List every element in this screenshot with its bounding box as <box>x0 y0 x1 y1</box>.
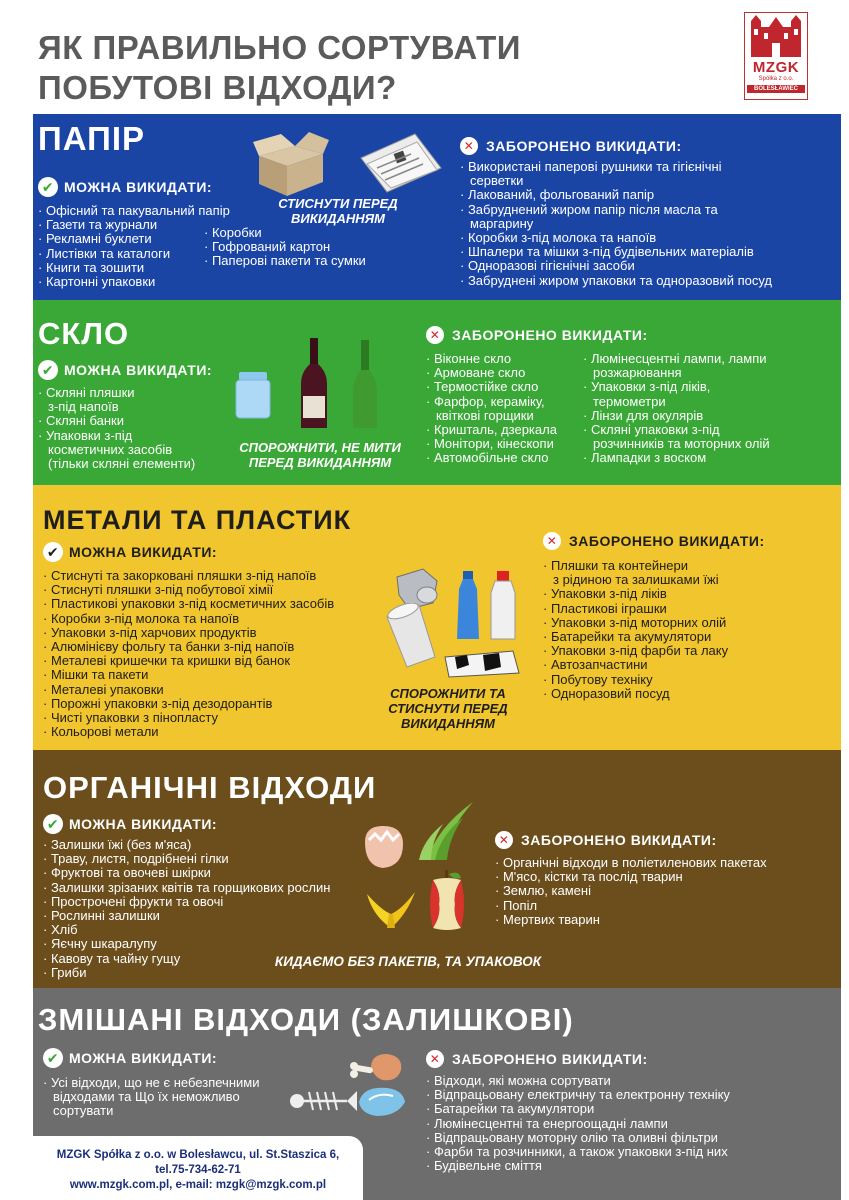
list-item-text: Люмінесцентні лампи, лампи <box>590 351 767 366</box>
eggshell-icon <box>359 822 409 872</box>
list-item-text: сортувати <box>53 1103 114 1119</box>
glass-jar-icon <box>233 370 273 420</box>
list-item-text: маргарину <box>470 215 534 231</box>
section-title-metal: МЕТАЛИ ТА ПЛАСТИК <box>43 505 352 535</box>
cardboard-box-icon <box>251 128 331 198</box>
glass-forbidden-list-2 <box>583 352 770 466</box>
section-title-glass: СКЛО <box>38 316 130 351</box>
list-item-text: з рідиною та залишками їжі <box>553 572 719 588</box>
list-item <box>38 247 230 261</box>
list-item-text: Лампадки з воском <box>590 450 707 466</box>
list-item-text: Батарейки та акумулятори <box>433 1101 595 1117</box>
metal-forbidden-heading: ✕ ЗАБОРОНЕНО ВИКИДАТИ: <box>543 532 765 550</box>
list-item <box>43 711 334 725</box>
cross-icon: ✕ <box>426 326 444 344</box>
mixed-forbidden-list <box>426 1074 730 1173</box>
list-item-text: Лакований, фольгований папір <box>467 187 655 203</box>
section-paper <box>33 114 841 300</box>
list-item <box>426 423 557 437</box>
list-item-text: Відходи, які можна сортувати <box>433 1073 611 1088</box>
page-header <box>0 0 849 114</box>
list-item <box>583 352 770 380</box>
list-item <box>43 654 334 668</box>
metal-forbidden-list <box>543 559 728 701</box>
glass-allowed-list <box>38 386 195 471</box>
list-item-text: Використані паперові рушники та гігієнічні <box>467 159 722 174</box>
list-item <box>543 602 728 616</box>
list-item-text: Термостійке скло <box>433 379 539 395</box>
list-item-text: Упаковки з-під ліків <box>550 586 667 602</box>
glass-note: СПОРОЖНИТИ, НЕ МИТИ ПЕРЕД ВИКИДАННЯМ <box>239 440 401 470</box>
list-item-text: Чисті упаковки з пінопласту <box>50 710 218 726</box>
list-item-text: Траву, листя, подрібнені гілки <box>50 851 229 867</box>
paper-note: СТИСНУТИ ПЕРЕД ВИКИДАННЯМ <box>278 196 398 226</box>
list-item <box>543 673 728 687</box>
plastic-bottle-icon <box>453 571 483 641</box>
paper-allowed-heading: ✔ МОЖНА ВИКИДАТИ: <box>38 177 212 197</box>
glass-forbidden-heading: ✕ ЗАБОРОНЕНО ВИКИДАТИ: <box>426 326 648 344</box>
list-item <box>543 658 728 672</box>
list-item-text: Коробки з-під молока та напоїв <box>50 610 240 626</box>
list-item-text: Хліб <box>50 922 78 938</box>
list-item <box>204 226 366 240</box>
milk-carton-icon <box>443 649 521 679</box>
list-item <box>43 881 330 895</box>
list-item <box>43 1076 259 1119</box>
list-item-text: Газети та журнали <box>45 217 158 233</box>
list-item-text: Землю, камені <box>502 883 591 899</box>
list-item-text: розжарювання <box>593 365 682 381</box>
list-item-text: Алюмінієву фольгу та банки з-під напоїв <box>50 639 295 655</box>
list-item-text: Порожні упаковки з-під дезодорантів <box>50 695 273 711</box>
list-item-text: Усі відходи, що не є небезпечними <box>50 1075 260 1090</box>
list-item-text: Металеві кришечки та кришки від банок <box>50 653 291 669</box>
logo-subtitle: Spółka z o.o. <box>758 76 794 82</box>
list-item-text: з-під напоїв <box>48 399 119 415</box>
list-item-text: Паперові пакети та сумки <box>211 253 366 269</box>
paper-forbidden-list <box>460 160 772 288</box>
detergent-bottle-icon <box>487 571 519 641</box>
paper-allowed-list-2 <box>204 226 366 269</box>
metal-allowed-heading: ✔ МОЖНА ВИКИДАТИ: <box>43 542 217 562</box>
chicken-leg-icon <box>349 1050 405 1086</box>
wine-bottle-icon <box>299 338 329 430</box>
list-item <box>204 240 366 254</box>
list-item <box>38 218 230 232</box>
list-item <box>426 352 557 366</box>
list-item-text: Картонні упаковки <box>45 274 156 290</box>
list-item-text: Люмінесцентні та енергоощадні лампи <box>433 1115 668 1131</box>
list-item-text: Побутову техніку <box>550 671 653 687</box>
list-item <box>38 414 195 428</box>
list-item-text: Забруднені жиром упаковки та одноразовий посуд <box>467 272 772 288</box>
list-item-text: Упаковки з-під ліків, <box>590 379 711 395</box>
list-item-text: Мішки та пакети <box>50 667 149 683</box>
paper-forbidden-heading: ✕ ЗАБОРОНЕНО ВИКИДАТИ: <box>460 137 682 155</box>
list-item-text: Батарейки та акумулятори <box>550 629 712 645</box>
check-icon: ✔ <box>43 542 63 562</box>
list-item <box>204 254 366 268</box>
list-item <box>43 895 330 909</box>
list-item-text: Упаковки з-під харчових продуктів <box>50 624 257 640</box>
section-title-organic: ОРГАНІЧНІ ВІДХОДИ <box>43 770 377 805</box>
list-item-text: Одноразовий посуд <box>550 685 670 701</box>
grass-icon <box>417 798 479 862</box>
list-item-text: Скляні упаковки з-під <box>590 422 720 438</box>
list-item <box>43 909 330 923</box>
list-item-text: Листівки та каталоги <box>45 245 171 261</box>
list-item <box>38 429 195 472</box>
logo-name: MZGK <box>752 59 800 76</box>
list-item <box>543 559 728 587</box>
apple-core-icon <box>425 868 469 932</box>
glass-allowed-heading: ✔ МОЖНА ВИКИДАТИ: <box>38 360 212 380</box>
organic-forbidden-list <box>495 856 767 927</box>
metal-note: СПОРОЖНИТИ ТА СТИСНУТИ ПЕРЕД ВИКИДАННЯМ <box>388 686 508 731</box>
contact-footer <box>33 1136 363 1200</box>
list-item <box>495 856 767 870</box>
list-item-text: Коробки з-під молока та напоїв <box>467 230 657 246</box>
list-item <box>43 597 334 611</box>
list-item <box>495 870 767 884</box>
list-item-text: Гриби <box>50 964 87 980</box>
fish-bone-icon <box>289 1086 359 1116</box>
list-item-text: серветки <box>470 173 524 189</box>
list-item-text: Монітори, кінескопи <box>433 436 554 452</box>
list-item <box>426 1117 730 1131</box>
logo-city: BOLESŁAWIEC <box>747 85 805 93</box>
list-item <box>43 683 334 697</box>
list-item-text: Фруктові та овочеві шкірки <box>50 865 211 881</box>
cross-icon: ✕ <box>543 532 561 550</box>
list-item <box>43 937 330 951</box>
list-item-text: Органічні відходи в поліетиленових пакетах <box>502 855 767 870</box>
list-item <box>43 626 334 640</box>
list-item-text: Скляні пляшки <box>45 385 135 400</box>
list-item <box>426 1145 730 1159</box>
list-item-text: Кольорові метали <box>50 724 159 740</box>
footer-address: MZGK Spółka z o.o. w Bolesławcu, ul. St.Staszica 6, <box>56 1149 340 1161</box>
list-item-text: Прострочені фрукти та овочі <box>50 893 224 909</box>
list-item <box>460 203 772 231</box>
organic-forbidden-heading: ✕ ЗАБОРОНЕНО ВИКИДАТИ: <box>495 831 717 849</box>
list-item <box>426 380 557 394</box>
list-item <box>426 1102 730 1116</box>
list-item-text: Упаковки з-під <box>45 427 133 443</box>
list-item <box>460 245 772 259</box>
list-item <box>460 160 772 188</box>
list-item <box>495 899 767 913</box>
list-item-text: Попіл <box>502 897 538 913</box>
list-item-text: Шпалери та мішки з-під будівельних матеріалів <box>467 244 754 260</box>
list-item-text: Автозапчастини <box>550 657 648 673</box>
list-item-text: термометри <box>593 393 666 409</box>
list-item-text: Кавову та чайну гущу <box>50 950 181 966</box>
page-title-line2: ПОБУТОВІ ВІДХОДИ? <box>38 69 397 106</box>
list-item <box>43 852 330 866</box>
list-item <box>38 275 230 289</box>
list-item-text: Мертвих тварин <box>502 911 600 927</box>
list-item <box>495 884 767 898</box>
footer-phone: tel.75-734-62-71 <box>155 1164 241 1176</box>
list-item-text: Забруднений жиром папір після масла та <box>467 201 718 217</box>
list-item-text: Гофрований картон <box>211 239 331 255</box>
list-item-text: Залишки зрізаних квітів та горщикових рослин <box>50 879 331 895</box>
check-icon: ✔ <box>38 177 58 197</box>
check-icon: ✔ <box>38 360 58 380</box>
list-item-text: Офісний та пакувальний папір <box>45 203 230 218</box>
list-item <box>426 366 557 380</box>
list-item-text: розчинників та моторних олій <box>593 436 770 452</box>
list-item <box>543 644 728 658</box>
cross-icon: ✕ <box>495 831 513 849</box>
check-icon: ✔ <box>43 1048 63 1068</box>
list-item <box>43 725 334 739</box>
list-item-text: Віконне скло <box>433 351 512 366</box>
list-item-text: Автомобільне скло <box>433 450 549 466</box>
list-item-text: Упаковки з-під фарби та лаку <box>550 643 729 659</box>
list-item <box>583 380 770 408</box>
list-item-text: Упаковки з-під моторних олій <box>550 614 727 630</box>
glass-forbidden-list <box>426 352 557 466</box>
organic-note: КИДАЄМО БЕЗ ПАКЕТІВ, ТА УПАКОВОК <box>274 954 542 969</box>
organic-allowed-heading: ✔ МОЖНА ВИКИДАТИ: <box>43 814 217 834</box>
list-item-text: Пластикові іграшки <box>550 600 667 616</box>
check-icon: ✔ <box>43 814 63 834</box>
list-item <box>426 451 557 465</box>
list-item <box>543 687 728 701</box>
broken-dish-icon <box>353 1082 409 1122</box>
section-title-mixed: ЗМІШАНІ ВІДХОДИ (ЗАЛИШКОВІ) <box>38 1002 574 1037</box>
list-item <box>583 423 770 451</box>
list-item <box>38 386 195 414</box>
list-item <box>43 640 334 654</box>
list-item-text: Рекламні буклети <box>45 231 152 247</box>
list-item <box>426 437 557 451</box>
page-title <box>38 28 521 108</box>
list-item-text: Пластикові упаковки з-під косметичних засобів <box>50 596 335 612</box>
section-glass <box>33 300 841 485</box>
banana-peel-icon <box>363 888 419 932</box>
list-item <box>460 274 772 288</box>
list-item-text: косметичних засобів <box>48 441 173 457</box>
list-item <box>426 395 557 423</box>
list-item <box>543 616 728 630</box>
list-item-text: Залишки їжі (без м'яса) <box>50 837 192 852</box>
list-item <box>38 204 230 218</box>
plastic-cup-icon <box>383 603 439 669</box>
list-item <box>426 1088 730 1102</box>
list-item <box>426 1131 730 1145</box>
list-item-text: Стиснуті та закорковані пляшки з-під напоїв <box>50 568 317 583</box>
list-item-text: М'ясо, кістки та послід тварин <box>502 869 683 885</box>
section-metal-plastic <box>33 485 841 750</box>
list-item-text: Відпрацьовану моторну олію та оливні фільтри <box>433 1129 718 1145</box>
list-item <box>43 612 334 626</box>
list-item-text: Одноразові гігієнічні засоби <box>467 258 635 274</box>
list-item <box>460 188 772 202</box>
mzgk-logo <box>744 12 808 100</box>
list-item <box>43 697 334 711</box>
page-title-line1: ЯК ПРАВИЛЬНО СОРТУВАТИ <box>38 29 521 66</box>
list-item-text: (тільки скляні елементи) <box>48 456 196 472</box>
list-item <box>38 232 230 246</box>
list-item <box>38 261 230 275</box>
list-item-text: Фарфор, кераміку, <box>433 393 545 409</box>
list-item-text: Коробки <box>211 225 262 240</box>
green-bottle-icon <box>351 340 379 430</box>
paper-allowed-list <box>38 204 230 289</box>
metal-allowed-list <box>43 569 334 739</box>
list-item <box>43 838 330 852</box>
list-item <box>460 259 772 273</box>
section-organic <box>33 750 841 988</box>
list-item <box>43 569 334 583</box>
list-item-text: Пляшки та контейнери <box>550 558 689 573</box>
mixed-allowed-list <box>43 1076 259 1119</box>
list-item <box>43 668 334 682</box>
list-item <box>426 1159 730 1173</box>
list-item <box>495 913 767 927</box>
list-item-text: Лінзи для окулярів <box>590 407 704 423</box>
list-item-text: Стиснуті пляшки з-під побутової хімії <box>50 582 274 598</box>
list-item <box>43 583 334 597</box>
newspaper-icon <box>355 128 445 198</box>
list-item-text: Рослинні залишки <box>50 908 160 924</box>
section-title-paper: ПАПІР <box>38 120 146 157</box>
list-item-text: відходами та Що їх неможливо <box>53 1089 240 1105</box>
list-item-text: Кришталь, дзеркала <box>433 422 557 438</box>
list-item-text: Яєчну шкаралупу <box>50 936 157 952</box>
cross-icon: ✕ <box>460 137 478 155</box>
list-item-text: Металеві упаковки <box>50 681 164 697</box>
castle-logo-icon <box>745 13 807 59</box>
list-item-text: Книги та зошити <box>45 259 145 275</box>
footer-web-email: www.mzgk.com.pl, e-mail: mzgk@mzgk.com.pl <box>69 1179 327 1191</box>
list-item-text: Скляні банки <box>45 413 124 429</box>
list-item-text: Відпрацьовану електричну та електронну техніку <box>433 1087 730 1103</box>
mixed-allowed-heading: ✔ МОЖНА ВИКИДАТИ: <box>43 1048 217 1068</box>
list-item-text: квіткові горщики <box>436 407 534 423</box>
list-item <box>543 587 728 601</box>
list-item <box>43 866 330 880</box>
list-item <box>583 409 770 423</box>
list-item <box>43 923 330 937</box>
cross-icon: ✕ <box>426 1050 444 1068</box>
list-item <box>426 1074 730 1088</box>
list-item <box>543 630 728 644</box>
list-item-text: Будівельне сміття <box>433 1158 542 1174</box>
list-item-text: Фарби та розчинники, а також упаковки з-під них <box>433 1144 728 1160</box>
list-item-text: Армоване скло <box>433 365 526 381</box>
list-item <box>460 231 772 245</box>
mixed-forbidden-heading: ✕ ЗАБОРОНЕНО ВИКИДАТИ: <box>426 1050 648 1068</box>
list-item <box>583 451 770 465</box>
